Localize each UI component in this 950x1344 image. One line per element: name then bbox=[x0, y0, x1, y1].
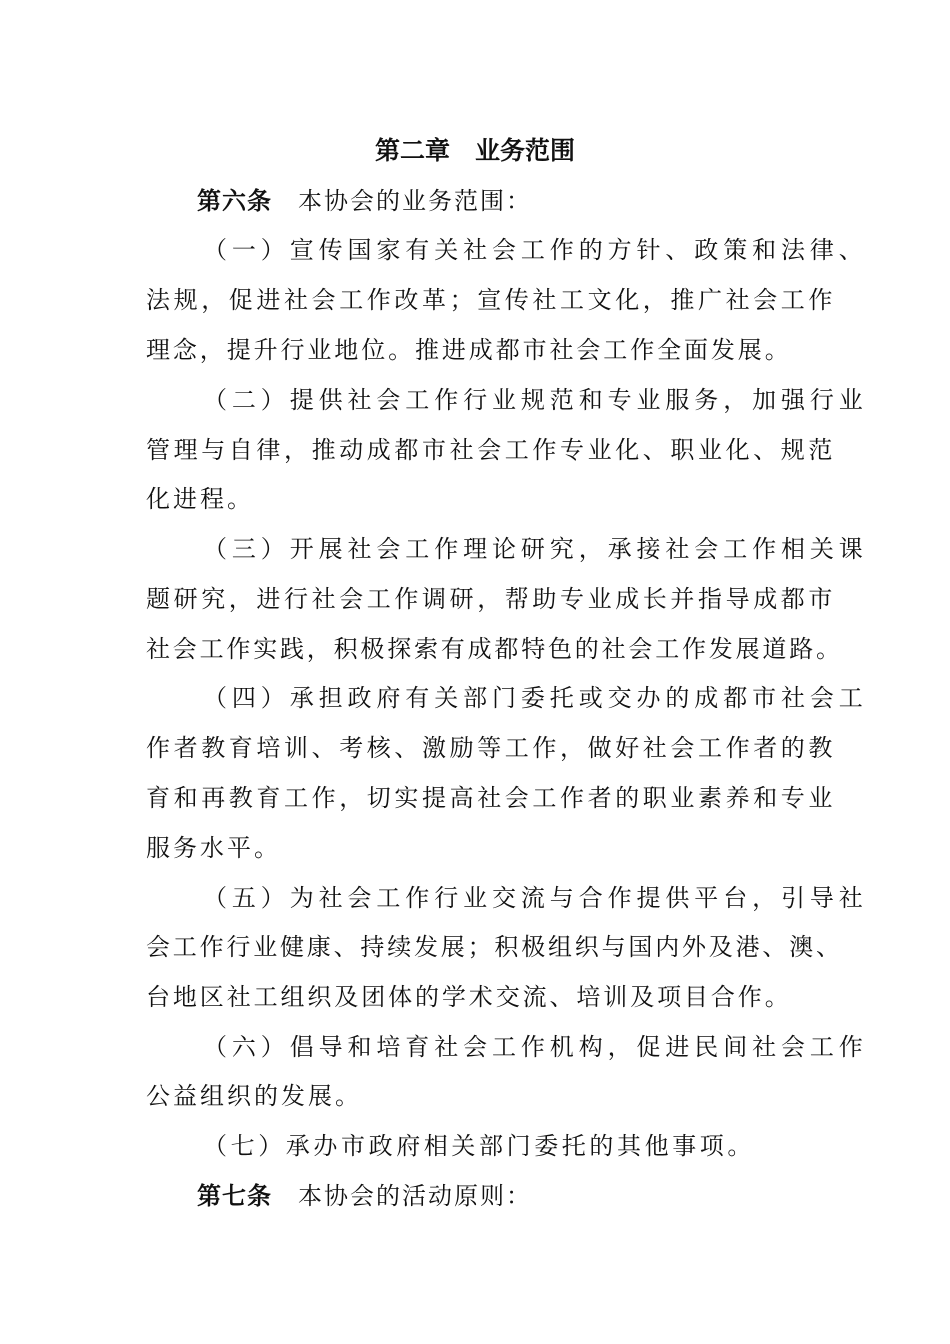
item-4-line-3: 育和再教育工作，切实提高社会工作者的职业素养和专业 bbox=[146, 784, 836, 812]
item-7-line-1: （七）承办市政府相关部门委托的其他事项。 bbox=[203, 1132, 755, 1160]
item-1-line-2: 法规，促进社会工作改革；宣传社工文化，推广社会工作 bbox=[146, 286, 836, 314]
item-2-line-2: 管理与自律，推动成都市社会工作专业化、职业化、规范 bbox=[146, 436, 836, 464]
item-2-line-3: 化进程。 bbox=[146, 485, 254, 513]
item-5-line-3: 台地区社工组织及团体的学术交流、培训及项目合作。 bbox=[146, 983, 792, 1011]
chapter-title: 第二章 业务范围 bbox=[374, 136, 575, 165]
item-5-line-1: （五）为社会工作行业交流与合作提供平台，引导社 bbox=[203, 884, 868, 912]
article-7-heading bbox=[197, 1176, 532, 1216]
item-1-line-1: （一）宣传国家有关社会工作的方针、政策和法律、 bbox=[203, 236, 868, 264]
item-4-line-2: 作者教育培训、考核、激励等工作，做好社会工作者的教 bbox=[146, 734, 836, 762]
article-7-text: 本协会的活动原则： bbox=[298, 1182, 532, 1210]
item-6-line-2: 公益组织的发展。 bbox=[146, 1082, 362, 1110]
item-4-line-1: （四）承担政府有关部门委托或交办的成都市社会工 bbox=[203, 684, 868, 712]
item-1-line-3: 理念，提升行业地位。推进成都市社会工作全面发展。 bbox=[146, 336, 792, 364]
article-6-text: 本协会的业务范围： bbox=[298, 187, 532, 215]
item-5-line-2: 会工作行业健康、持续发展；积极组织与国内外及港、澳、 bbox=[146, 933, 843, 961]
article-6-heading bbox=[197, 181, 532, 221]
item-4-line-4: 服务水平。 bbox=[146, 834, 281, 862]
item-2-line-1: （二）提供社会工作行业规范和专业服务，加强行业 bbox=[203, 386, 868, 414]
article-7-label: 第七条 bbox=[197, 1182, 272, 1210]
article-6-label: 第六条 bbox=[197, 187, 272, 215]
item-6-line-1: （六）倡导和培育社会工作机构，促进民间社会工作 bbox=[203, 1033, 868, 1061]
item-3-line-2: 题研究，进行社会工作调研，帮助专业成长并指导成都市 bbox=[146, 585, 836, 613]
item-3-line-1: （三）开展社会工作理论研究，承接社会工作相关课 bbox=[203, 535, 868, 563]
item-3-line-3: 社会工作实践，积极探索有成都特色的社会工作发展道路。 bbox=[146, 635, 843, 663]
